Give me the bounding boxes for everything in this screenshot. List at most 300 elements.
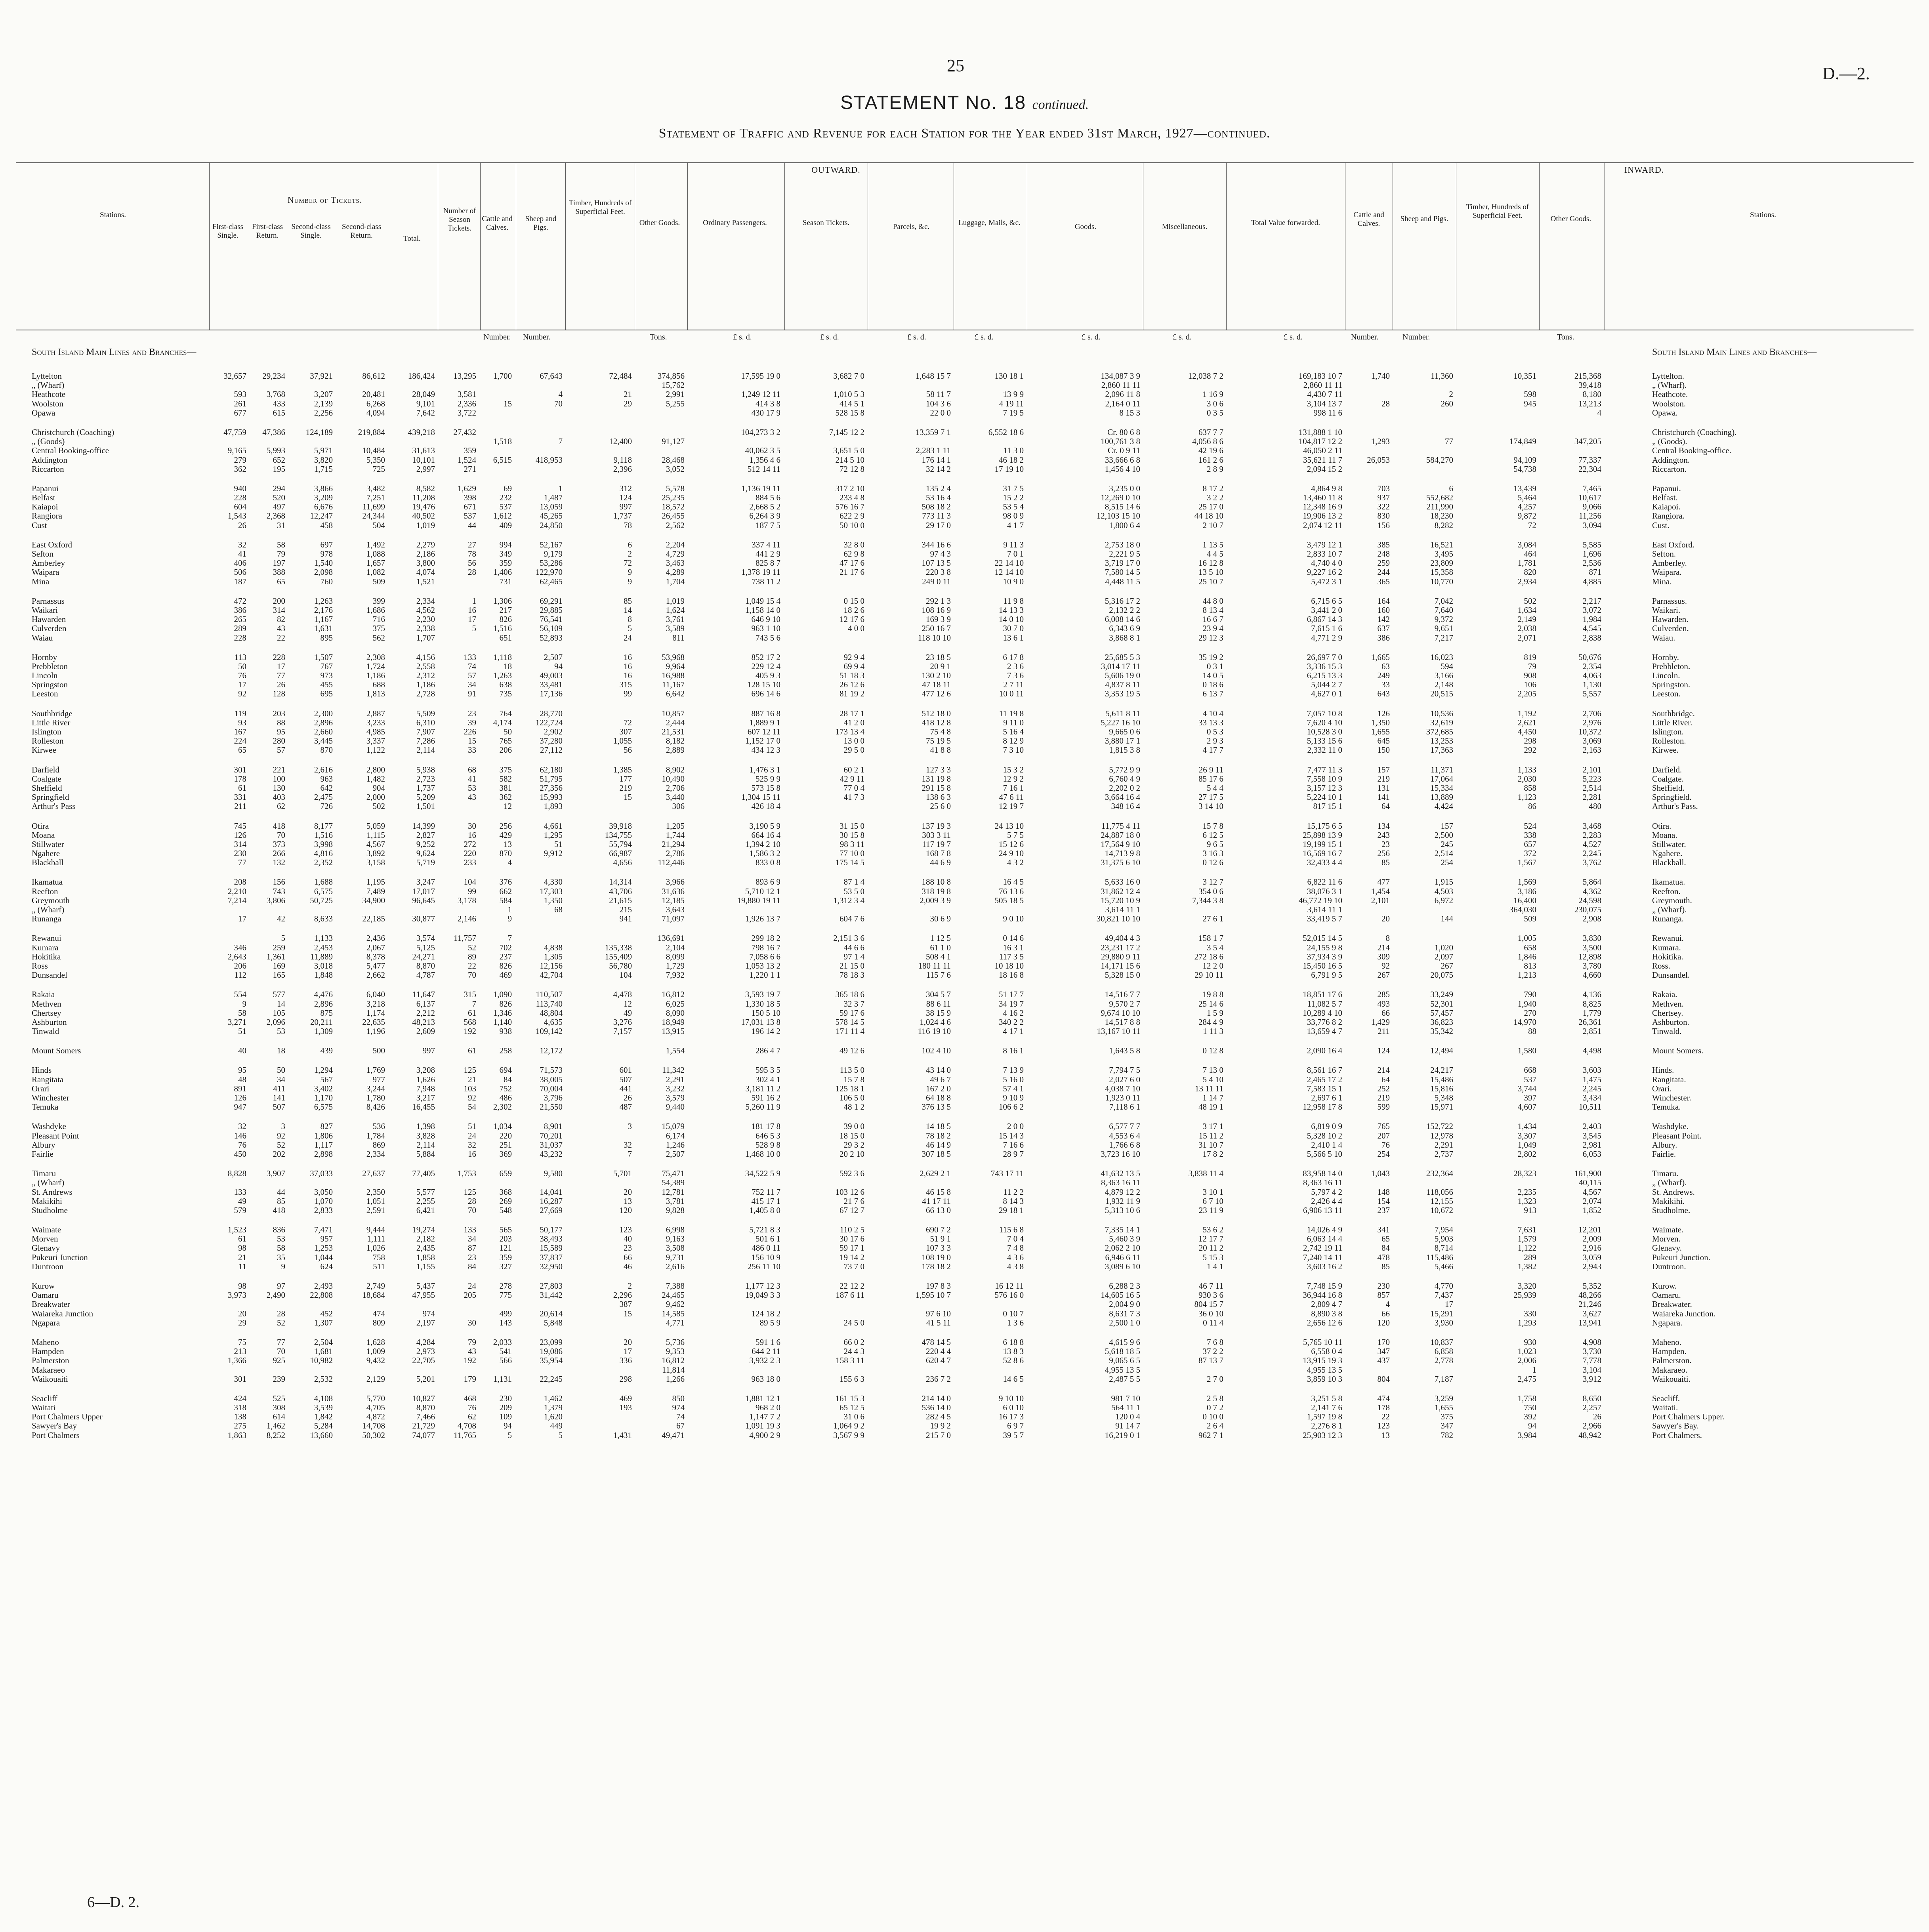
table-cell: 536: [372, 1121, 385, 1131]
table-row: [16, 568, 1914, 577]
table-cell: 9,163: [666, 1234, 685, 1244]
table-cell: 251: [499, 1140, 512, 1150]
col-timber: Timber, Hundreds of Superficial Feet.: [569, 199, 632, 216]
table-cell: 27 17 5: [1198, 792, 1223, 802]
table-cell: 372,685: [1426, 727, 1453, 736]
table-cell: 27,432: [453, 427, 476, 437]
table-cell: 439,218: [408, 427, 435, 437]
table-cell: 6 9 7: [1007, 1421, 1024, 1431]
station-name: East Oxford: [32, 540, 73, 549]
station-name-right: Rakaia.: [1652, 990, 1677, 999]
station-name: Kirwee: [32, 745, 56, 755]
station-name-right: Coalgate.: [1652, 774, 1684, 784]
table-row: [16, 671, 1914, 680]
table-cell: 3,800: [416, 558, 435, 568]
table-cell: 2: [628, 549, 632, 559]
table-cell: 5,765 10 11: [1303, 1337, 1342, 1347]
table-cell: 203: [273, 708, 285, 718]
station-name: Kaiapoi: [32, 502, 58, 512]
table-cell: 41 5 11: [926, 1318, 951, 1327]
table-cell: 937: [1377, 493, 1390, 503]
table-cell: 78: [468, 549, 476, 559]
table-cell: 2,723: [416, 774, 435, 784]
table-cell: 214: [1377, 1065, 1390, 1075]
block-gap: [16, 1440, 1914, 1450]
station-name: Sawyer's Bay: [32, 1421, 77, 1431]
table-cell: 1,643 5 8: [1109, 1046, 1140, 1056]
table-cell: 13,659 4 7: [1307, 1026, 1342, 1036]
station-name-right: Hawarden.: [1652, 614, 1689, 624]
station-name-right: Central Booking-office.: [1652, 446, 1732, 456]
table-cell: 1,133: [314, 933, 333, 943]
table-cell: 1,648 15 7: [915, 371, 951, 381]
table-cell: 53: [468, 783, 476, 793]
table-cell: 6 0 10: [1003, 1403, 1024, 1413]
table-cell: 1,655: [1371, 727, 1390, 736]
table-cell: 270: [1524, 1008, 1536, 1018]
table-cell: 2,217: [1582, 596, 1601, 606]
table-cell: 16,569 16 7: [1303, 849, 1342, 858]
table-cell: 392: [1524, 1412, 1536, 1422]
table-cell: 4: [1597, 408, 1601, 418]
table-cell: 5,466: [1434, 1261, 1453, 1271]
table-cell: 50 10 0: [840, 520, 864, 530]
table-cell: 278: [499, 1281, 512, 1291]
table-cell: 11,342: [662, 1065, 685, 1075]
table-cell: 97 6 10: [926, 1308, 951, 1318]
table-cell: 1,295: [544, 830, 563, 840]
table-cell: 18,949: [662, 1017, 685, 1027]
table-cell: 42 9 11: [840, 774, 864, 784]
table-cell: 418 12 8: [922, 717, 951, 727]
table-cell: 289: [234, 624, 246, 633]
table-cell: 6,515: [493, 455, 512, 465]
table-cell: 5,477: [366, 961, 385, 971]
table-cell: 161,900: [1574, 1169, 1601, 1179]
table-cell: 893 6 9: [756, 877, 780, 887]
table-cell: 46,772 19 10: [1298, 895, 1342, 905]
table-cell: 1,758: [1517, 1393, 1536, 1403]
table-cell: 44 6 9: [930, 858, 951, 868]
table-cell: 3,614 11 1: [1105, 905, 1140, 914]
table-cell: 38 15 9: [926, 1008, 951, 1018]
table-cell: 765: [1377, 1121, 1390, 1131]
unit-parcels: £ s. d.: [907, 333, 926, 341]
table-cell: 3,892: [366, 849, 385, 858]
table-cell: 12,103 15 10: [1096, 511, 1140, 521]
table-cell: 4,430 7 11: [1307, 389, 1342, 399]
table-cell: 27,112: [540, 745, 563, 755]
table-cell: 115,486: [1426, 1252, 1453, 1262]
table-cell: 5,736: [666, 1337, 685, 1347]
table-cell: 947: [234, 1102, 246, 1112]
table-cell: 2,860 11 11: [1101, 380, 1140, 390]
table-cell: 869: [372, 1140, 385, 1150]
table-cell: 220: [499, 1131, 512, 1141]
table-cell: 13,915: [662, 1026, 685, 1036]
table-cell: 499: [499, 1308, 512, 1318]
table-cell: 108 19 0: [922, 1252, 951, 1262]
table-cell: 175 14 5: [835, 858, 864, 868]
table-cell: 31,862 12 4: [1101, 886, 1140, 896]
table-cell: 578 14 5: [835, 1017, 864, 1027]
table-cell: 20: [624, 1337, 632, 1347]
table-cell: 3,806: [266, 895, 285, 905]
station-name: Dunsandel: [32, 970, 67, 980]
table-cell: 102 4 10: [922, 1046, 951, 1056]
table-cell: 5,464: [1517, 493, 1536, 503]
unit-luggage: £ s. d.: [975, 333, 994, 341]
table-cell: 6,008 14 6: [1105, 614, 1140, 624]
table-cell: 2,898: [314, 1149, 333, 1159]
table-cell: 406: [234, 558, 246, 568]
table-cell: 53,968: [662, 652, 685, 662]
table-cell: 17,017: [412, 886, 435, 896]
table-cell: 500: [372, 1046, 385, 1056]
table-cell: 48 1 2: [843, 1102, 864, 1112]
table-row: [16, 1253, 1914, 1262]
table-cell: 150: [1377, 745, 1390, 755]
table-cell: 7,465: [1582, 483, 1601, 493]
table-cell: 5,971: [314, 446, 333, 456]
table-cell: 8 14 3: [1003, 1196, 1024, 1206]
station-name: Makikihi: [32, 1196, 62, 1206]
table-cell: 4,553 6 4: [1109, 1131, 1140, 1141]
table-cell: 468: [464, 1393, 476, 1403]
table-cell: 1,026: [366, 1243, 385, 1253]
table-cell: 18,851 17 6: [1303, 990, 1342, 999]
table-cell: 50,177: [540, 1225, 563, 1235]
table-cell: 478 14 5: [922, 1337, 951, 1347]
table-cell: 9: [628, 576, 632, 586]
table-row: [16, 1262, 1914, 1271]
table-row: [16, 1356, 1914, 1365]
table-cell: 10,490: [662, 774, 685, 784]
table-cell: 150 5 10: [751, 1008, 780, 1018]
table-cell: 50,725: [310, 895, 333, 905]
col-seasontix: Season Tickets.: [802, 219, 850, 227]
table-cell: 51: [554, 839, 563, 849]
table-cell: 29,234: [262, 371, 285, 381]
table-cell: 2,493: [314, 1281, 333, 1291]
table-cell: 414 5 1: [840, 399, 864, 408]
table-cell: 18: [277, 1046, 285, 1056]
table-cell: 31 10 7: [1198, 1140, 1223, 1150]
table-row: [16, 914, 1914, 923]
table-row: [16, 1375, 1914, 1384]
table-cell: 607 12 11: [747, 727, 780, 736]
table-cell: 1,540: [314, 558, 333, 568]
table-row: [16, 653, 1914, 662]
table-cell: 292 1 3: [926, 596, 951, 606]
page-number: 25: [947, 56, 964, 75]
station-name-right: Springston.: [1652, 680, 1690, 690]
table-cell: 4: [558, 389, 563, 399]
table-cell: 6,642: [666, 689, 685, 699]
table-cell: 7,187: [1434, 1374, 1453, 1384]
table-cell: 3,796: [544, 1093, 563, 1102]
table-row: [16, 877, 1914, 887]
station-name: Woolston: [32, 399, 63, 408]
table-row: [16, 1366, 1914, 1375]
table-cell: 5 16 0: [1003, 1074, 1024, 1084]
table-cell: 211: [234, 801, 246, 811]
table-cell: 2,221 9 5: [1109, 549, 1140, 559]
table-cell: 1,737: [416, 783, 435, 793]
table-cell: 743 17 11: [990, 1169, 1024, 1179]
table-cell: 161 2 6: [1198, 455, 1223, 465]
table-cell: 10,484: [362, 446, 385, 456]
station-name: „ (Wharf): [32, 905, 65, 914]
table-cell: 34,522 5 9: [745, 1169, 780, 1179]
block-gap: [16, 1215, 1914, 1225]
table-cell: 51 18 3: [840, 671, 864, 681]
table-cell: 3,158: [366, 858, 385, 868]
table-cell: 3,259: [1434, 1393, 1453, 1403]
table-cell: 62,180: [540, 765, 563, 774]
table-cell: 2,860 11 11: [1303, 380, 1342, 390]
station-name-right: Lincoln.: [1652, 671, 1680, 681]
table-row: [16, 999, 1914, 1009]
table-cell: 67: [676, 1421, 685, 1431]
table-cell: 16: [468, 1149, 476, 1159]
table-cell: 76: [1381, 1140, 1390, 1150]
table-cell: 6,215 13 3: [1307, 671, 1342, 681]
table-cell: 3,907: [266, 1169, 285, 1179]
table-cell: 52 8 6: [1003, 1356, 1024, 1366]
table-cell: 963 1 10: [751, 624, 780, 633]
table-row: [16, 822, 1914, 831]
table-cell: 25,685 5 3: [1105, 652, 1140, 662]
table-cell: 135,338: [605, 942, 632, 952]
table-row: [16, 437, 1914, 446]
station-name: Springston: [32, 680, 68, 690]
table-cell: 41,632 13 5: [1101, 1169, 1140, 1179]
table-cell: 7 16 1: [1003, 783, 1024, 793]
table-cell: 2,514: [1582, 783, 1601, 793]
table-cell: 7: [472, 999, 476, 1009]
table-cell: 716: [372, 614, 385, 624]
table-cell: 48,213: [412, 1017, 435, 1027]
table-cell: 6 12 5: [1202, 830, 1223, 840]
table-cell: 7 0 4: [1007, 1234, 1024, 1244]
table-row: [16, 1178, 1914, 1187]
col-ordinary: Ordinary Passengers.: [703, 219, 767, 227]
table-cell: 57: [468, 671, 476, 681]
station-name-right: Duntroon.: [1652, 1261, 1686, 1271]
table-cell: 7,748 15 9: [1307, 1281, 1342, 1291]
table-cell: 82: [277, 614, 285, 624]
table-cell: 85: [1381, 858, 1390, 868]
station-name-right: Little River.: [1652, 717, 1692, 727]
table-cell: 2 10 7: [1202, 520, 1223, 530]
table-cell: 5: [472, 624, 476, 633]
table-cell: 24 9 10: [999, 849, 1024, 858]
table-cell: 5,316 17 2: [1105, 596, 1140, 606]
table-cell: 24,465: [662, 1290, 685, 1300]
table-cell: 6,906 13 11: [1303, 1205, 1342, 1215]
table-cell: 414 3 8: [756, 399, 780, 408]
table-row: [16, 597, 1914, 606]
table-cell: 1,263: [493, 671, 512, 681]
table-cell: 1,492: [366, 540, 385, 549]
station-name-right: Sawyer's Bay.: [1652, 1421, 1699, 1431]
table-cell: 3,868 8 1: [1109, 633, 1140, 643]
table-cell: 31,613: [412, 446, 435, 456]
table-cell: 155,409: [605, 952, 632, 961]
table-cell: 28 9 7: [1003, 1149, 1024, 1159]
table-cell: 178: [1377, 1403, 1390, 1413]
table-cell: 187 7 5: [756, 520, 780, 530]
station-name-right: Chertsey.: [1652, 1008, 1683, 1018]
table-cell: 5 4 4: [1207, 783, 1223, 793]
table-cell: 8 13 4: [1202, 605, 1223, 615]
col-fcr: First-class Return.: [252, 223, 283, 240]
station-name-right: Lyttelton.: [1652, 371, 1685, 381]
table-cell: 53 16 4: [926, 493, 951, 503]
table-cell: 3,434: [1582, 1093, 1601, 1102]
table-cell: 6,676: [314, 502, 333, 512]
table-cell: 131,888 1 10: [1298, 427, 1342, 437]
table-cell: 58: [277, 1243, 285, 1253]
table-cell: 2,706: [1582, 708, 1601, 718]
table-row: [16, 961, 1914, 971]
table-cell: 73 7 0: [843, 1261, 864, 1271]
station-name-right: Arthur's Pass.: [1652, 801, 1698, 811]
table-row: [16, 793, 1914, 802]
table-cell: 39,418: [1578, 380, 1601, 390]
table-cell: 217: [499, 605, 512, 615]
table-cell: 409: [499, 520, 512, 530]
table-cell: 696 14 6: [751, 689, 780, 699]
table-cell: 16: [624, 652, 632, 662]
table-cell: 6,819 0 9: [1311, 1121, 1342, 1131]
table-cell: 8,182: [666, 736, 685, 746]
block-gap: [16, 1112, 1914, 1122]
table-cell: 4,955 13 5: [1307, 1365, 1342, 1375]
table-cell: 1 4 1: [1207, 1261, 1223, 1271]
table-cell: 7 13 0: [1202, 1065, 1223, 1075]
table-cell: 520: [273, 493, 285, 503]
table-cell: 2 7 11: [1003, 680, 1024, 690]
table-cell: 188 10 8: [922, 877, 951, 887]
table-cell: 76: [238, 1140, 246, 1150]
table-cell: 20: [1381, 914, 1390, 924]
table-cell: 1,309: [314, 1026, 333, 1036]
table-cell: 31,636: [662, 886, 685, 896]
station-name-right: Moana.: [1652, 830, 1677, 840]
table-cell: 5,125: [416, 942, 435, 952]
table-cell: 1,174: [366, 1008, 385, 1018]
table-cell: 4,787: [416, 970, 435, 980]
block-gap: [16, 474, 1914, 484]
table-cell: 3,445: [314, 736, 333, 746]
table-cell: 2,257: [1582, 1403, 1601, 1413]
table-cell: 1,813: [366, 689, 385, 699]
table-cell: 219: [1377, 774, 1390, 784]
table-cell: 12 9 2: [1003, 774, 1024, 784]
table-cell: 0 3 5: [1207, 408, 1223, 418]
table-cell: 13,059: [540, 502, 563, 512]
table-cell: 25,903 12 3: [1303, 1430, 1342, 1440]
table-cell: 1,167: [314, 614, 333, 624]
table-cell: 3,719 17 0: [1105, 558, 1140, 568]
table-cell: 760: [320, 576, 333, 586]
table-cell: 3,664 16 4: [1105, 792, 1140, 802]
table-cell: 65 12 5: [840, 1403, 864, 1413]
table-cell: 10,672: [1430, 1205, 1453, 1215]
table-cell: 336: [619, 1356, 632, 1366]
station-name-right: Kirwee.: [1652, 745, 1679, 755]
station-name-right: Waikouaiti.: [1652, 1374, 1690, 1384]
station-name-right: Waipara.: [1652, 567, 1682, 577]
table-cell: 1,155: [416, 1261, 435, 1271]
table-cell: 4,094: [366, 408, 385, 418]
table-cell: 601: [619, 1065, 632, 1075]
table-cell: 1,518: [493, 437, 512, 446]
station-name-right: Palmerston.: [1652, 1356, 1692, 1366]
table-cell: 1,940: [1517, 999, 1536, 1009]
block-gap: [16, 530, 1914, 540]
table-cell: 1: [1532, 1365, 1536, 1375]
table-cell: 294: [273, 483, 285, 493]
table-cell: 30 6 9: [930, 914, 951, 924]
table-cell: 9,179: [544, 549, 563, 559]
table-cell: 2,916: [1582, 1243, 1601, 1253]
table-cell: 2,132 2 2: [1109, 605, 1140, 615]
table-cell: 418,953: [535, 455, 563, 465]
table-cell: 50,302: [362, 1430, 385, 1440]
table-cell: 429: [499, 830, 512, 840]
table-cell: 7,948: [416, 1083, 435, 1093]
table-cell: 1,784: [366, 1131, 385, 1141]
table-cell: 28: [277, 1308, 285, 1318]
table-row: [16, 484, 1914, 493]
table-cell: 2,098: [314, 567, 333, 577]
table-cell: 315: [619, 680, 632, 690]
table-cell: 1,263: [314, 596, 333, 606]
table-cell: 66: [1381, 1008, 1390, 1018]
table-cell: 3,353 19 5: [1105, 689, 1140, 699]
table-cell: 12,269 0 10: [1101, 493, 1140, 503]
table-cell: 662: [499, 886, 512, 896]
station-name: Prebbleton: [32, 661, 68, 671]
table-cell: 15,589: [540, 1243, 563, 1253]
group-tickets: Number of Tickets.: [287, 195, 363, 205]
station-name: Glenavy: [32, 1243, 60, 1253]
table-cell: 8,363 16 11: [1303, 1178, 1342, 1188]
table-cell: 165: [273, 970, 285, 980]
table-row: [16, 1150, 1914, 1159]
table-cell: 2 9 3: [1207, 736, 1223, 746]
table-cell: 133: [234, 1187, 246, 1197]
table-cell: 13,915 19 3: [1303, 1356, 1342, 1366]
table-cell: 4 10 4: [1202, 708, 1223, 718]
table-cell: 2,475: [314, 792, 333, 802]
table-cell: 4,607: [1517, 1102, 1536, 1112]
table-cell: 1,434: [1517, 1121, 1536, 1131]
table-cell: 280: [273, 736, 285, 746]
station-name: Rewanui: [32, 933, 61, 943]
table-cell: 745: [234, 821, 246, 831]
table-cell: 6,288 2 3: [1109, 1281, 1140, 1291]
table-cell: 21,531: [662, 727, 685, 736]
table-cell: 365: [1377, 576, 1390, 586]
table-cell: 15 3 2: [1003, 765, 1024, 774]
table-cell: 7,471: [314, 1225, 333, 1235]
table-cell: 1,620: [544, 1412, 563, 1422]
col-totalval: Total Value forwarded.: [1251, 219, 1320, 227]
